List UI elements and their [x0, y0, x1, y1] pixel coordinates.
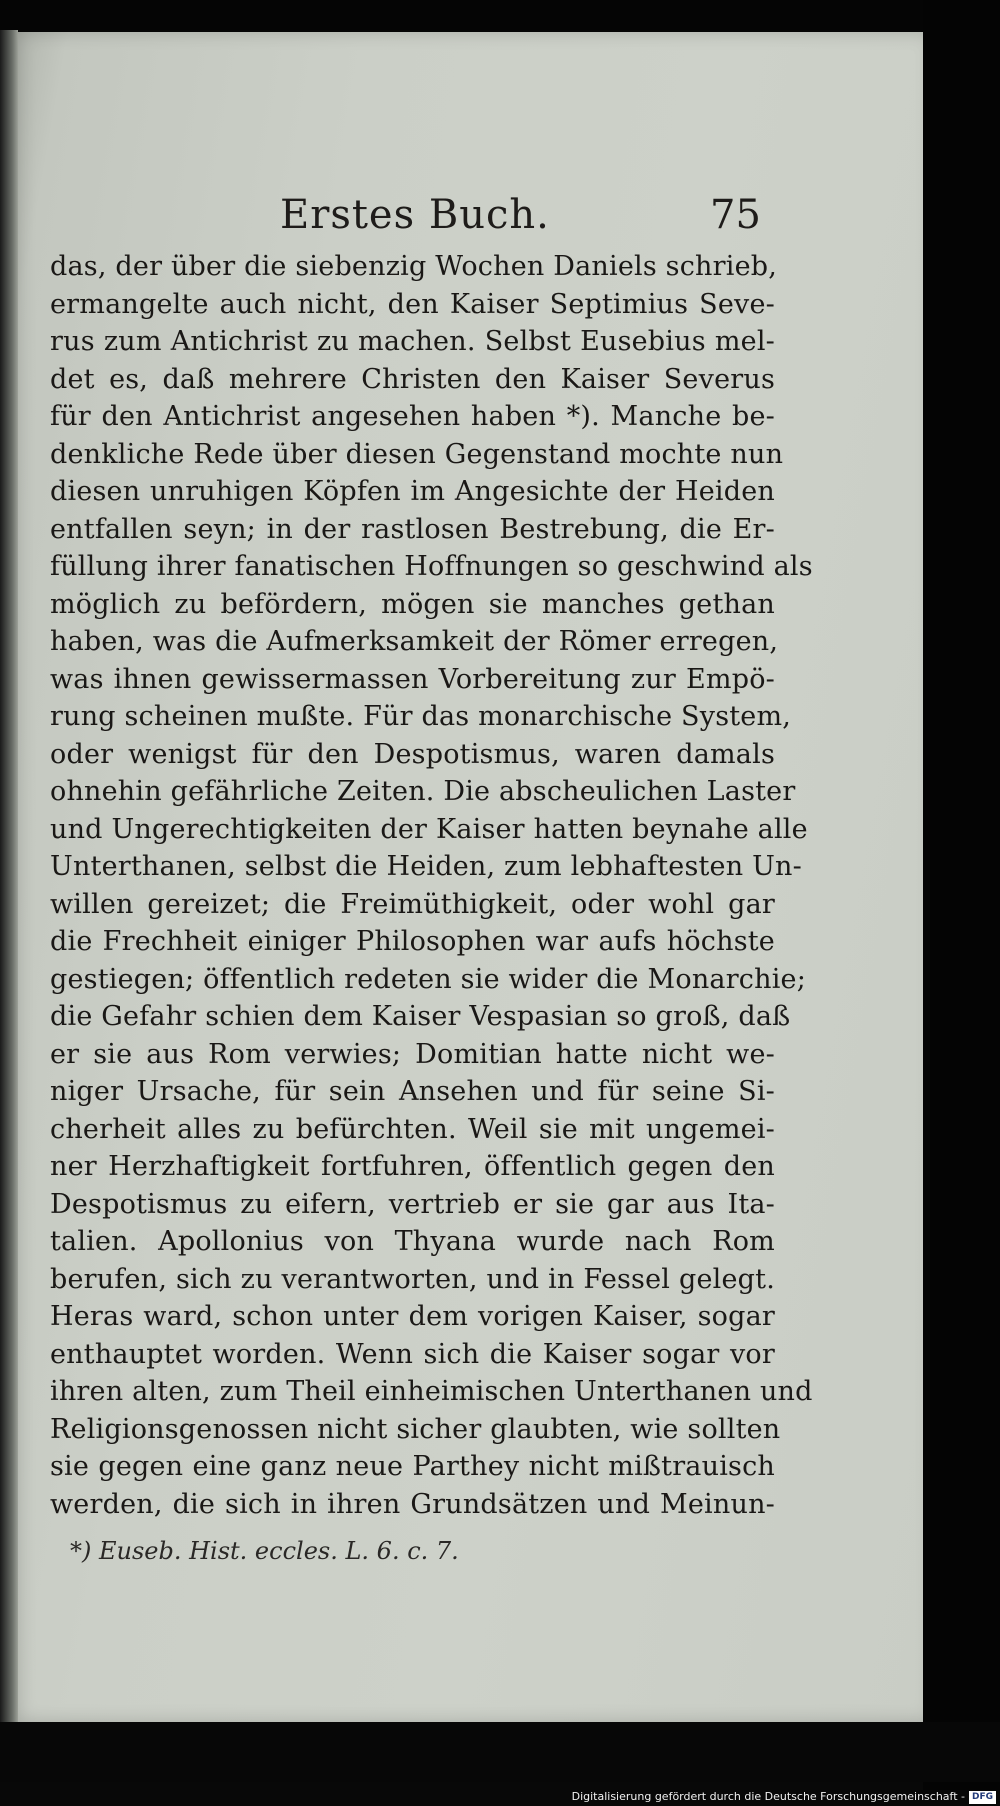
text-line: Heras ward, schon unter dem vorigen Kaiser, sogar: [50, 1301, 775, 1332]
digitization-credit: [572, 1788, 996, 1806]
text-line: füllung ihrer fanatischen Hoffnungen so geschwind als: [50, 551, 813, 582]
text-line: ner Herzhaftigkeit fortfuhren, öffentlich gegen den: [50, 1151, 775, 1182]
text-line: die Frechheit einiger Philosophen war aufs höchste: [50, 926, 775, 957]
text-line: haben, was die Aufmerksamkeit der Römer erregen,: [50, 626, 779, 657]
text-line: die Gefahr schien dem Kaiser Vespasian so groß, daß: [50, 1001, 791, 1032]
text-line: niger Ursache, für sein Ansehen und für seine Si-: [50, 1076, 775, 1107]
text-line: sie gegen eine ganz neue Parthey nicht mißtrauisch: [50, 1451, 775, 1482]
text-line: cherheit alles zu befürchten. Weil sie mit ungemei-: [50, 1113, 775, 1145]
text-line: willen gereizet; die Freimüthigkeit, oder wohl gar: [50, 888, 775, 920]
text-line: entfallen seyn; in der rastlosen Bestrebung, die Er-: [50, 513, 775, 545]
dfg-logo-icon: DFG: [969, 1791, 996, 1804]
text-line: rung scheinen mußte. Für das monarchische System,: [50, 701, 792, 732]
text-line: berufen, sich zu verantworten, und in Fessel gelegt.: [50, 1263, 775, 1295]
text-line: Despotismus zu eifern, vertrieb er sie gar aus Ita-: [50, 1188, 775, 1220]
text-line: ihren alten, zum Theil einheimischen Unterthanen und: [50, 1376, 813, 1407]
text-line: für den Antichrist angesehen haben *). Manche be-: [50, 401, 775, 432]
scan-border-top: [0, 0, 1000, 34]
text-line: das, der über die siebenzig Wochen Daniels schrieb,: [50, 251, 778, 282]
scan-border-bottom: [0, 1722, 1000, 1782]
text-line: rus zum Antichrist zu machen. Selbst Eusebius mel-: [50, 326, 775, 357]
text-line: möglich zu befördern, mögen sie manches gethan: [50, 588, 775, 620]
body-text: [50, 248, 813, 1523]
text-line: diesen unruhigen Köpfen im Angesichte der Heiden: [50, 476, 775, 507]
text-line: er sie aus Rom verwies; Domitian hatte nicht we-: [50, 1038, 775, 1070]
text-line: enthauptet worden. Wenn sich die Kaiser sogar vor: [50, 1338, 775, 1370]
text-line: ohnehin gefährliche Zeiten. Die abscheulichen Laster: [50, 776, 796, 807]
footnote: *) Euseb. Hist. eccles. L. 6. c. 7.: [70, 1537, 459, 1565]
credit-text: Digitalisierung gefördert durch die Deutsche Forschungsgemeinschaft -: [571, 1790, 965, 1803]
running-head: [8, 192, 923, 242]
book-page: [8, 32, 923, 1722]
scan-border-right: [923, 0, 1000, 1790]
gutter-shadow: [0, 30, 18, 1730]
text-line: Religionsgenossen nicht sicher glaubten, wie sollten: [50, 1413, 781, 1445]
text-line: talien. Apollonius von Thyana wurde nach Rom: [50, 1226, 775, 1257]
text-line: gestiegen; öffentlich redeten sie wider die Monarchie;: [50, 963, 807, 995]
text-line: oder wenigst für den Despotismus, waren damals: [50, 738, 775, 770]
text-line: ermangelte auch nicht, den Kaiser Septimius Seve-: [50, 288, 775, 320]
running-head-title: Erstes Buch.: [280, 192, 550, 238]
text-line: und Ungerechtigkeiten der Kaiser hatten beynahe alle: [50, 813, 808, 845]
text-line: Unterthanen, selbst die Heiden, zum lebhaftesten Un-: [50, 851, 802, 882]
text-line: werden, die sich in ihren Grundsätzen und Meinun-: [50, 1488, 775, 1520]
text-line: denkliche Rede über diesen Gegenstand mochte nun: [50, 438, 784, 470]
page-number: 75: [710, 192, 761, 238]
text-line: det es, daß mehrere Christen den Kaiser Severus: [50, 363, 775, 395]
text-line: was ihnen gewissermassen Vorbereitung zur Empö-: [50, 663, 775, 695]
